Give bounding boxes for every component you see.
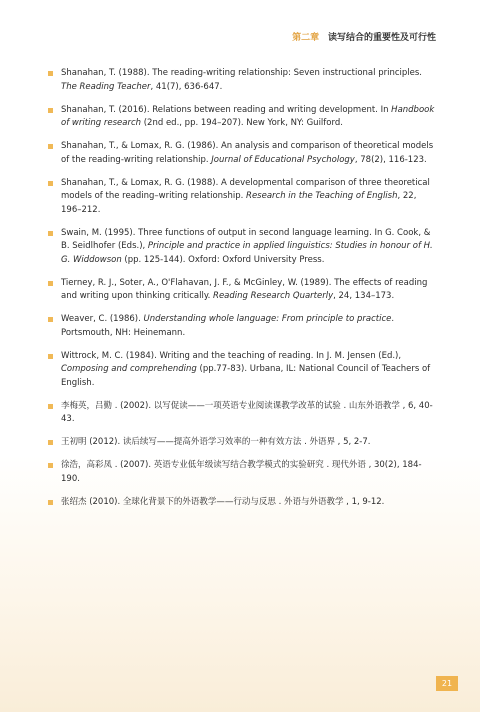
reference-text: Weaver, C. (1986).	[61, 314, 144, 324]
reference-text: 李梅英，吕勤 . (2002). 以写促读——一项英语专业阅读课教学改革的试验 . 山东外语教学 , 6, 40-43.	[61, 400, 433, 424]
square-bullet-icon	[48, 144, 53, 149]
reference-item	[48, 496, 436, 510]
reference-text: Swain, M. (1995). Three functions of output in second language learning. In G. Cook, & B. Seidlhofer (Eds.),	[61, 227, 431, 251]
reference-source: Reading Research Quarterly	[213, 291, 334, 301]
reference-details: (2nd ed., pp. 194–207). New York, NY: Guilford.	[141, 118, 343, 128]
reference-item	[48, 227, 436, 268]
reference-text: Wittrock, M. C. (1984). Writing and the teaching of reading. In J. M. Jensen (Ed.),	[61, 350, 402, 361]
reference-details: , 22, 196–212.	[61, 191, 417, 215]
reference-item	[48, 313, 436, 340]
square-bullet-icon	[48, 404, 53, 409]
reference-details: , 41(7), 636-647.	[150, 81, 223, 92]
square-bullet-icon	[48, 317, 53, 322]
reference-item	[48, 400, 436, 427]
square-bullet-icon	[48, 71, 53, 76]
square-bullet-icon	[48, 281, 53, 286]
square-bullet-icon	[48, 354, 53, 359]
running-header	[292, 30, 436, 43]
reference-text: 张绍杰 (2010). 全球化背景下的外语教学——行动与反思 . 外语与外语教学 , 1, 9-12.	[61, 496, 385, 507]
reference-details: (pp.77-83). Urbana, IL: National Council of Teachers of English.	[61, 364, 431, 388]
reference-source: Principle and practice in applied linguistics: Studies in honour of H. G. Widdowson	[61, 241, 433, 265]
reference-text: Shanahan, T., & Lomax, R. G. (1986). An analysis and comparison of theoretical models of the reading-writing relationship.	[61, 141, 434, 165]
reference-list	[48, 67, 436, 519]
reference-item	[48, 104, 436, 131]
reference-text: 王初明 (2012). 读后续写——提高外语学习效率的一种有效方法 . 外语界 , 5, 2-7.	[61, 437, 371, 447]
reference-text: Shanahan, T., & Lomax, R. G. (1988). A developmental comparison of three theoretical models of the reading–writing relationship.	[61, 177, 430, 201]
square-bullet-icon	[48, 231, 53, 236]
reference-item	[48, 140, 436, 167]
page-number: 21	[436, 676, 458, 691]
reference-text: 徐浩，高彩凤 . (2007). 英语专业低年级读写结合教学模式的实验研究 . 现代外语 , 30(2), 184-190.	[61, 460, 422, 484]
reference-source: Understanding whole language: From principle to practice	[143, 314, 392, 324]
reference-details: , 24, 134–173.	[333, 291, 395, 301]
reference-item	[48, 350, 436, 391]
square-bullet-icon	[48, 108, 53, 113]
chapter-title: 读写结合的重要性及可行性	[327, 33, 436, 43]
reference-source: Journal of Educational Psychology	[211, 154, 355, 165]
square-bullet-icon	[48, 440, 53, 445]
reference-item	[48, 459, 436, 486]
chapter-label: 第二章	[292, 33, 320, 43]
square-bullet-icon	[48, 181, 53, 186]
reference-source: The Reading Teacher	[61, 81, 151, 92]
reference-details: , 78(2), 116-123.	[354, 154, 427, 165]
reference-source: Research in the Teaching of English	[246, 191, 398, 201]
reference-item	[48, 67, 436, 94]
reference-text: Shanahan, T. (2016). Relations between reading and writing development. In	[61, 104, 392, 115]
reference-details: . Portsmouth, NH: Heinemann.	[61, 314, 395, 338]
reference-text: Tierney, R. J., Soter, A., O'Flahavan, J. F., & McGinley, W. (1989). The effects of reading and writing upon thinking critically.	[61, 277, 428, 301]
reference-source: Handbook of writing research	[61, 104, 435, 128]
square-bullet-icon	[48, 463, 53, 468]
reference-item	[48, 277, 436, 304]
reference-details: (pp. 125-144). Oxford: Oxford University Press.	[121, 254, 325, 265]
reference-source: Composing and comprehending	[61, 364, 197, 374]
square-bullet-icon	[48, 500, 53, 505]
reference-item	[48, 436, 436, 450]
reference-text: Shanahan, T. (1988). The reading-writing relationship: Seven instructional principles.	[61, 68, 422, 78]
reference-item	[48, 177, 436, 218]
